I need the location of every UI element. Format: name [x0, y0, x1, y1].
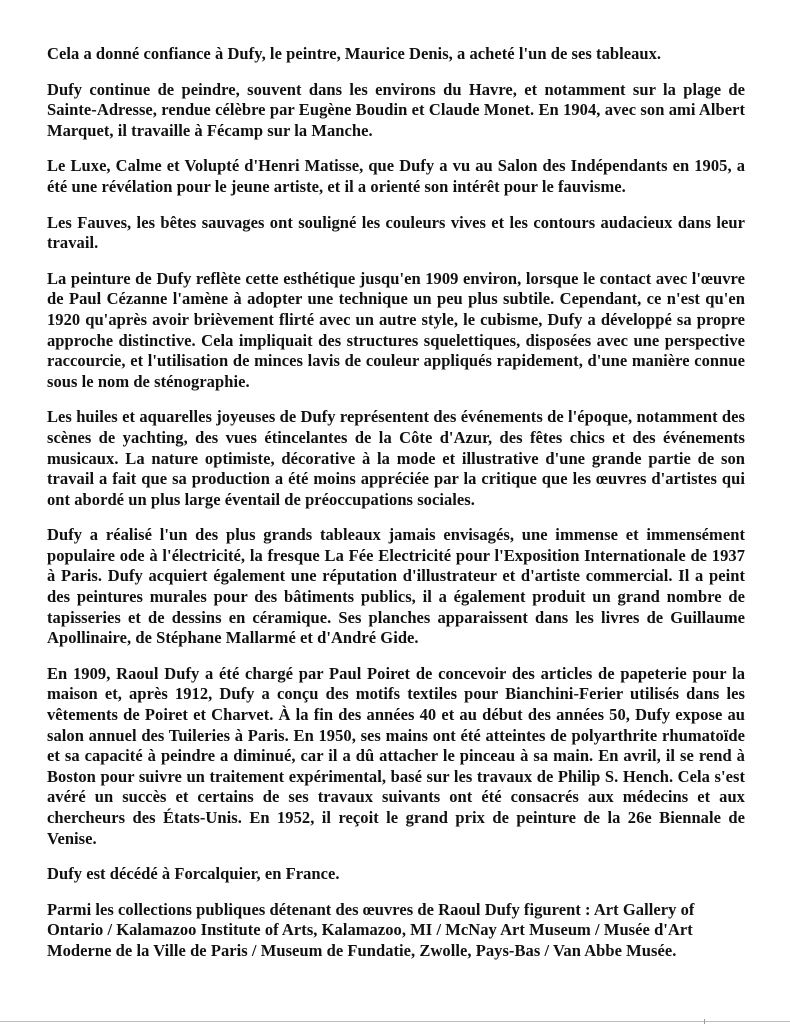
paragraph-fauves: Les Fauves, les bêtes sauvages ont souligné les couleurs vives et les contours audacieux dans leur travail. — [47, 212, 745, 253]
paragraph-havre-painting: Dufy continue de peindre, souvent dans les environs du Havre, et notamment sur la plage de Sainte-Adresse, rendue célèbre par Eugène Boudin et Claude Monet. En 1904, avec son ami Albert Marquet, il travaille à Fécamp sur la Manche. — [47, 79, 745, 140]
document-body — [47, 44, 745, 977]
paragraph-denis-purchase: Cela a donné confiance à Dufy, le peintre, Maurice Denis, a acheté l'un de ses tableaux. — [47, 44, 662, 63]
scan-edge-mark — [704, 1019, 705, 1024]
paragraph-matisse-revelation: Le Luxe, Calme et Volupté d'Henri Matisse, que Dufy a vu au Salon des Indépendants en 1905, a été une révélation pour le jeune artiste, et il a orienté son intérêt pour le fauvisme. — [47, 156, 745, 196]
paragraph-poiret-textiles: En 1909, Raoul Dufy a été chargé par Paul Poiret de concevoir des articles de papeterie pour la maison et, après 1912, Dufy a conçu des motifs textiles pour Bianchini-Ferier utilisés dans les vêtements de Poiret et Charvet. À la fin des années 40 et au début des années 50, Dufy expose au salon annuel des Tuileries à Paris. En 1950, ses mains ont été atteintes de polyarthrite rhumatoïde et sa capacité à peindre a diminué, car il a dû attacher le pinceau à sa main. En avril, il se rend à Boston pour suivre un traitement expérimental, basé sur les travaux de Philip S. Hench. Cela s'est avéré un succès et certains de ses travaux suivants ont été consacrés aux médecins et aux chercheurs des États-Unis. En 1952, il reçoit le grand prix de peinture de la 26e Biennale de Venise. — [47, 663, 745, 848]
paragraph-fee-electricite: Dufy a réalisé l'un des plus grands tableaux jamais envisagés, une immense et immensément populaire ode à l'électricité, la fresque La Fée Electricité pour l'Exposition Internationale de 1937 à Paris. Dufy acquiert également une réputation d'illustrateur et d'artiste commercial. Il a peint des peintures murales pour des bâtiments publics, il a également produit un grand nombre de tapisseries et de dessins en céramique. Ses planches apparaissent dans les livres de Guillaume Apollinaire, de Stéphane Mallarmé et d'André Gide. — [47, 525, 745, 648]
paragraph-cezanne-influence: La peinture de Dufy reflète cette esthétique jusqu'en 1909 environ, lorsque le contact avec l'œuvre de Paul Cézanne l'amène à adopter une technique un peu plus subtile. Cependant, ce n'est qu'en 1920 qu'après avoir brièvement flirté avec un autre style, le cubisme, Dufy a développé sa propre approche distinctive. Cela impliquait des structures squelettiques, disposées avec une perspective raccourcie, et l'utilisation de minces lavis de couleur appliqués rapidement, d'une manière connue sous le nom de sténographie. — [47, 268, 745, 391]
paragraph-collections: Parmi les collections publiques détenant des œuvres de Raoul Dufy figurent : Art Gallery of Ontario / Kalamazoo Institute of Arts, Kalamazoo, MI / McNay Art Museum / Musée d'Art Moderne de la Ville de Paris / Museum de Fundatie, Zwolle, Pays-Bas / Van Abbe Musée. — [47, 899, 695, 960]
paragraph-joyful-works: Les huiles et aquarelles joyeuses de Dufy représentent des événements de l'époque, notamment des scènes de yachting, des vues étincelantes de la Côte d'Azur, des fêtes chics et des événements musicaux. La nature optimiste, décorative à la mode et illustrative d'une grande partie de son travail a fait que sa production a été moins appréciée par la critique que les œuvres d'artistes qui ont abordé un plus large éventail de préoccupations sociales. — [47, 407, 745, 509]
scan-bottom-edge — [0, 1021, 790, 1022]
paragraph-death: Dufy est décédé à Forcalquier, en France. — [47, 864, 340, 884]
